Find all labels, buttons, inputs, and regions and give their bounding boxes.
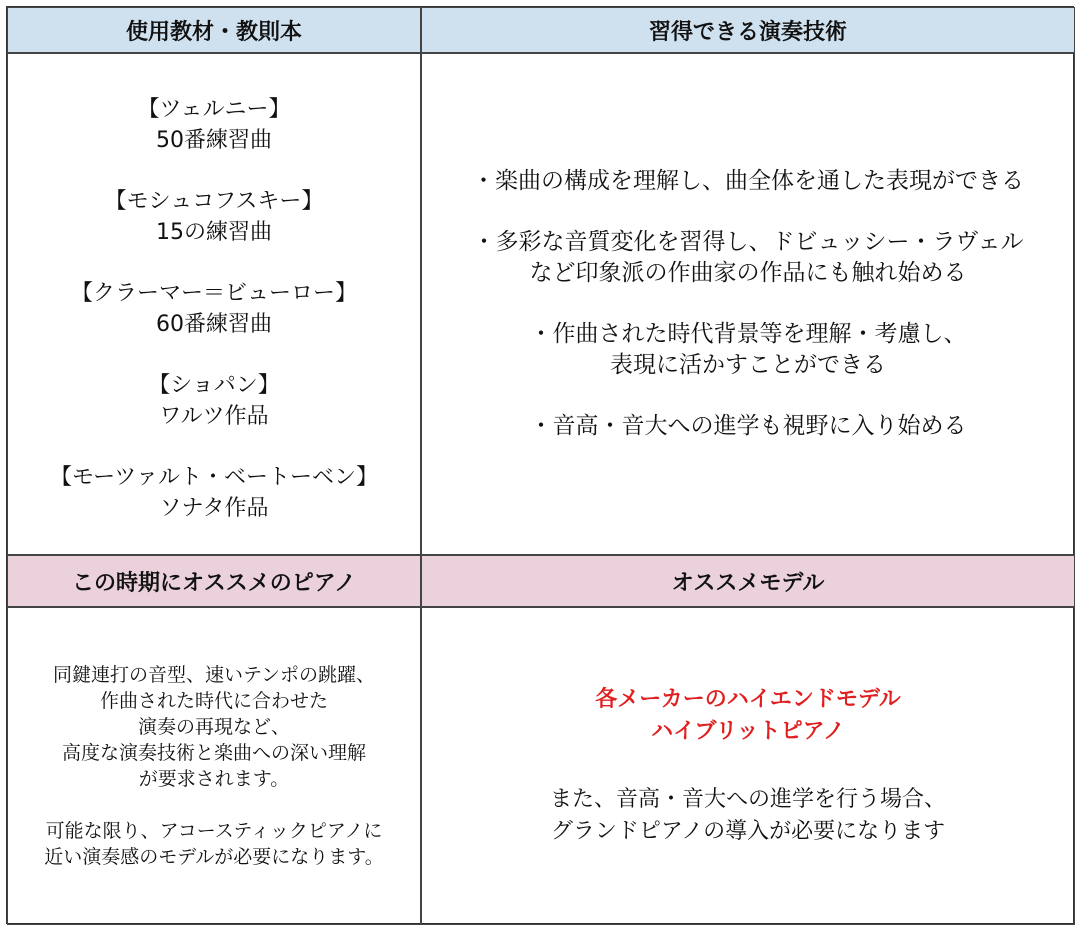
piano-line: 同鍵連打の音型、速いテンポの跳躍、 (52, 664, 376, 686)
model-note-line: また、音高・音大への進学を行う場合、 (549, 787, 946, 812)
piano-paragraph (44, 818, 384, 870)
piano-cell (7, 607, 421, 925)
skill-item (530, 319, 967, 381)
material-title: 【ショパン】 (148, 373, 280, 398)
skills-cell (421, 53, 1075, 555)
skill-line: ・作曲された時代背景等を理解・考慮し、 (529, 321, 967, 347)
material-sub: ソナタ作品 (159, 496, 269, 521)
material-title: 【クラーマー＝ビューロー】 (70, 281, 357, 306)
skills-list (472, 166, 1024, 442)
skill-item (472, 227, 1023, 289)
material-sub: 15の練習曲 (156, 220, 272, 245)
skills-header (421, 7, 1075, 53)
materials-header-label: 使用教材・教則本 (125, 19, 302, 45)
piano-header-label: この時期にオススメのピアノ (71, 570, 357, 596)
material-item (148, 370, 280, 432)
piano-line: が要求されます。 (138, 768, 290, 790)
material-item (105, 186, 324, 248)
material-title: 【ツェルニー】 (137, 97, 291, 122)
piano-paragraph (53, 662, 375, 792)
material-title: 【モーツァルト・ベートーベン】 (49, 465, 379, 490)
skill-item (530, 411, 967, 442)
piano-line: 高度な演奏技術と楽曲への深い理解 (61, 742, 366, 764)
material-sub: ワルツ作品 (159, 404, 269, 429)
material-item (50, 462, 378, 524)
piano-header (7, 555, 421, 607)
model-text (550, 684, 946, 848)
model-header-label: オススメモデル (671, 570, 825, 596)
materials-header (7, 7, 421, 53)
piano-line: 可能な限り、アコースティックピアノに (45, 820, 383, 842)
piano-line: 演奏の再現など、 (137, 716, 290, 738)
piano-line: 作曲された時代に合わせた (99, 690, 328, 712)
materials-cell (7, 53, 421, 555)
material-title: 【モシュコフスキー】 (104, 189, 324, 214)
model-highlight-line: ハイブリットピアノ (651, 719, 845, 744)
skill-line: 表現に活かすことができる (610, 352, 886, 378)
skill-line: など印象派の作曲家の作品にも触れ始める (529, 260, 967, 286)
piano-text (44, 662, 384, 870)
model-header (421, 555, 1075, 607)
model-highlight (595, 684, 901, 748)
skill-line: ・音高・音大への進学も視野に入り始める (529, 413, 967, 439)
piano-line: 近い演奏感のモデルが必要になります。 (44, 846, 384, 868)
info-table (6, 6, 1074, 924)
materials-list (50, 94, 378, 524)
model-note (550, 784, 946, 848)
material-sub: 50番練習曲 (156, 128, 272, 153)
model-cell (421, 607, 1075, 925)
material-item (137, 94, 290, 156)
material-sub: 60番練習曲 (155, 312, 272, 337)
skill-line: ・多彩な音質変化を習得し、ドビュッシー・ラヴェル (472, 229, 1024, 255)
skill-item (472, 166, 1024, 197)
model-note-line: グランドピアノの導入が必要になります (550, 819, 946, 844)
material-item (71, 278, 357, 340)
model-highlight-line: 各メーカーのハイエンドモデル (595, 687, 901, 712)
skill-line: ・楽曲の構成を理解し、曲全体を通した表現ができる (472, 168, 1024, 194)
skills-header-label: 習得できる演奏技術 (648, 19, 847, 45)
